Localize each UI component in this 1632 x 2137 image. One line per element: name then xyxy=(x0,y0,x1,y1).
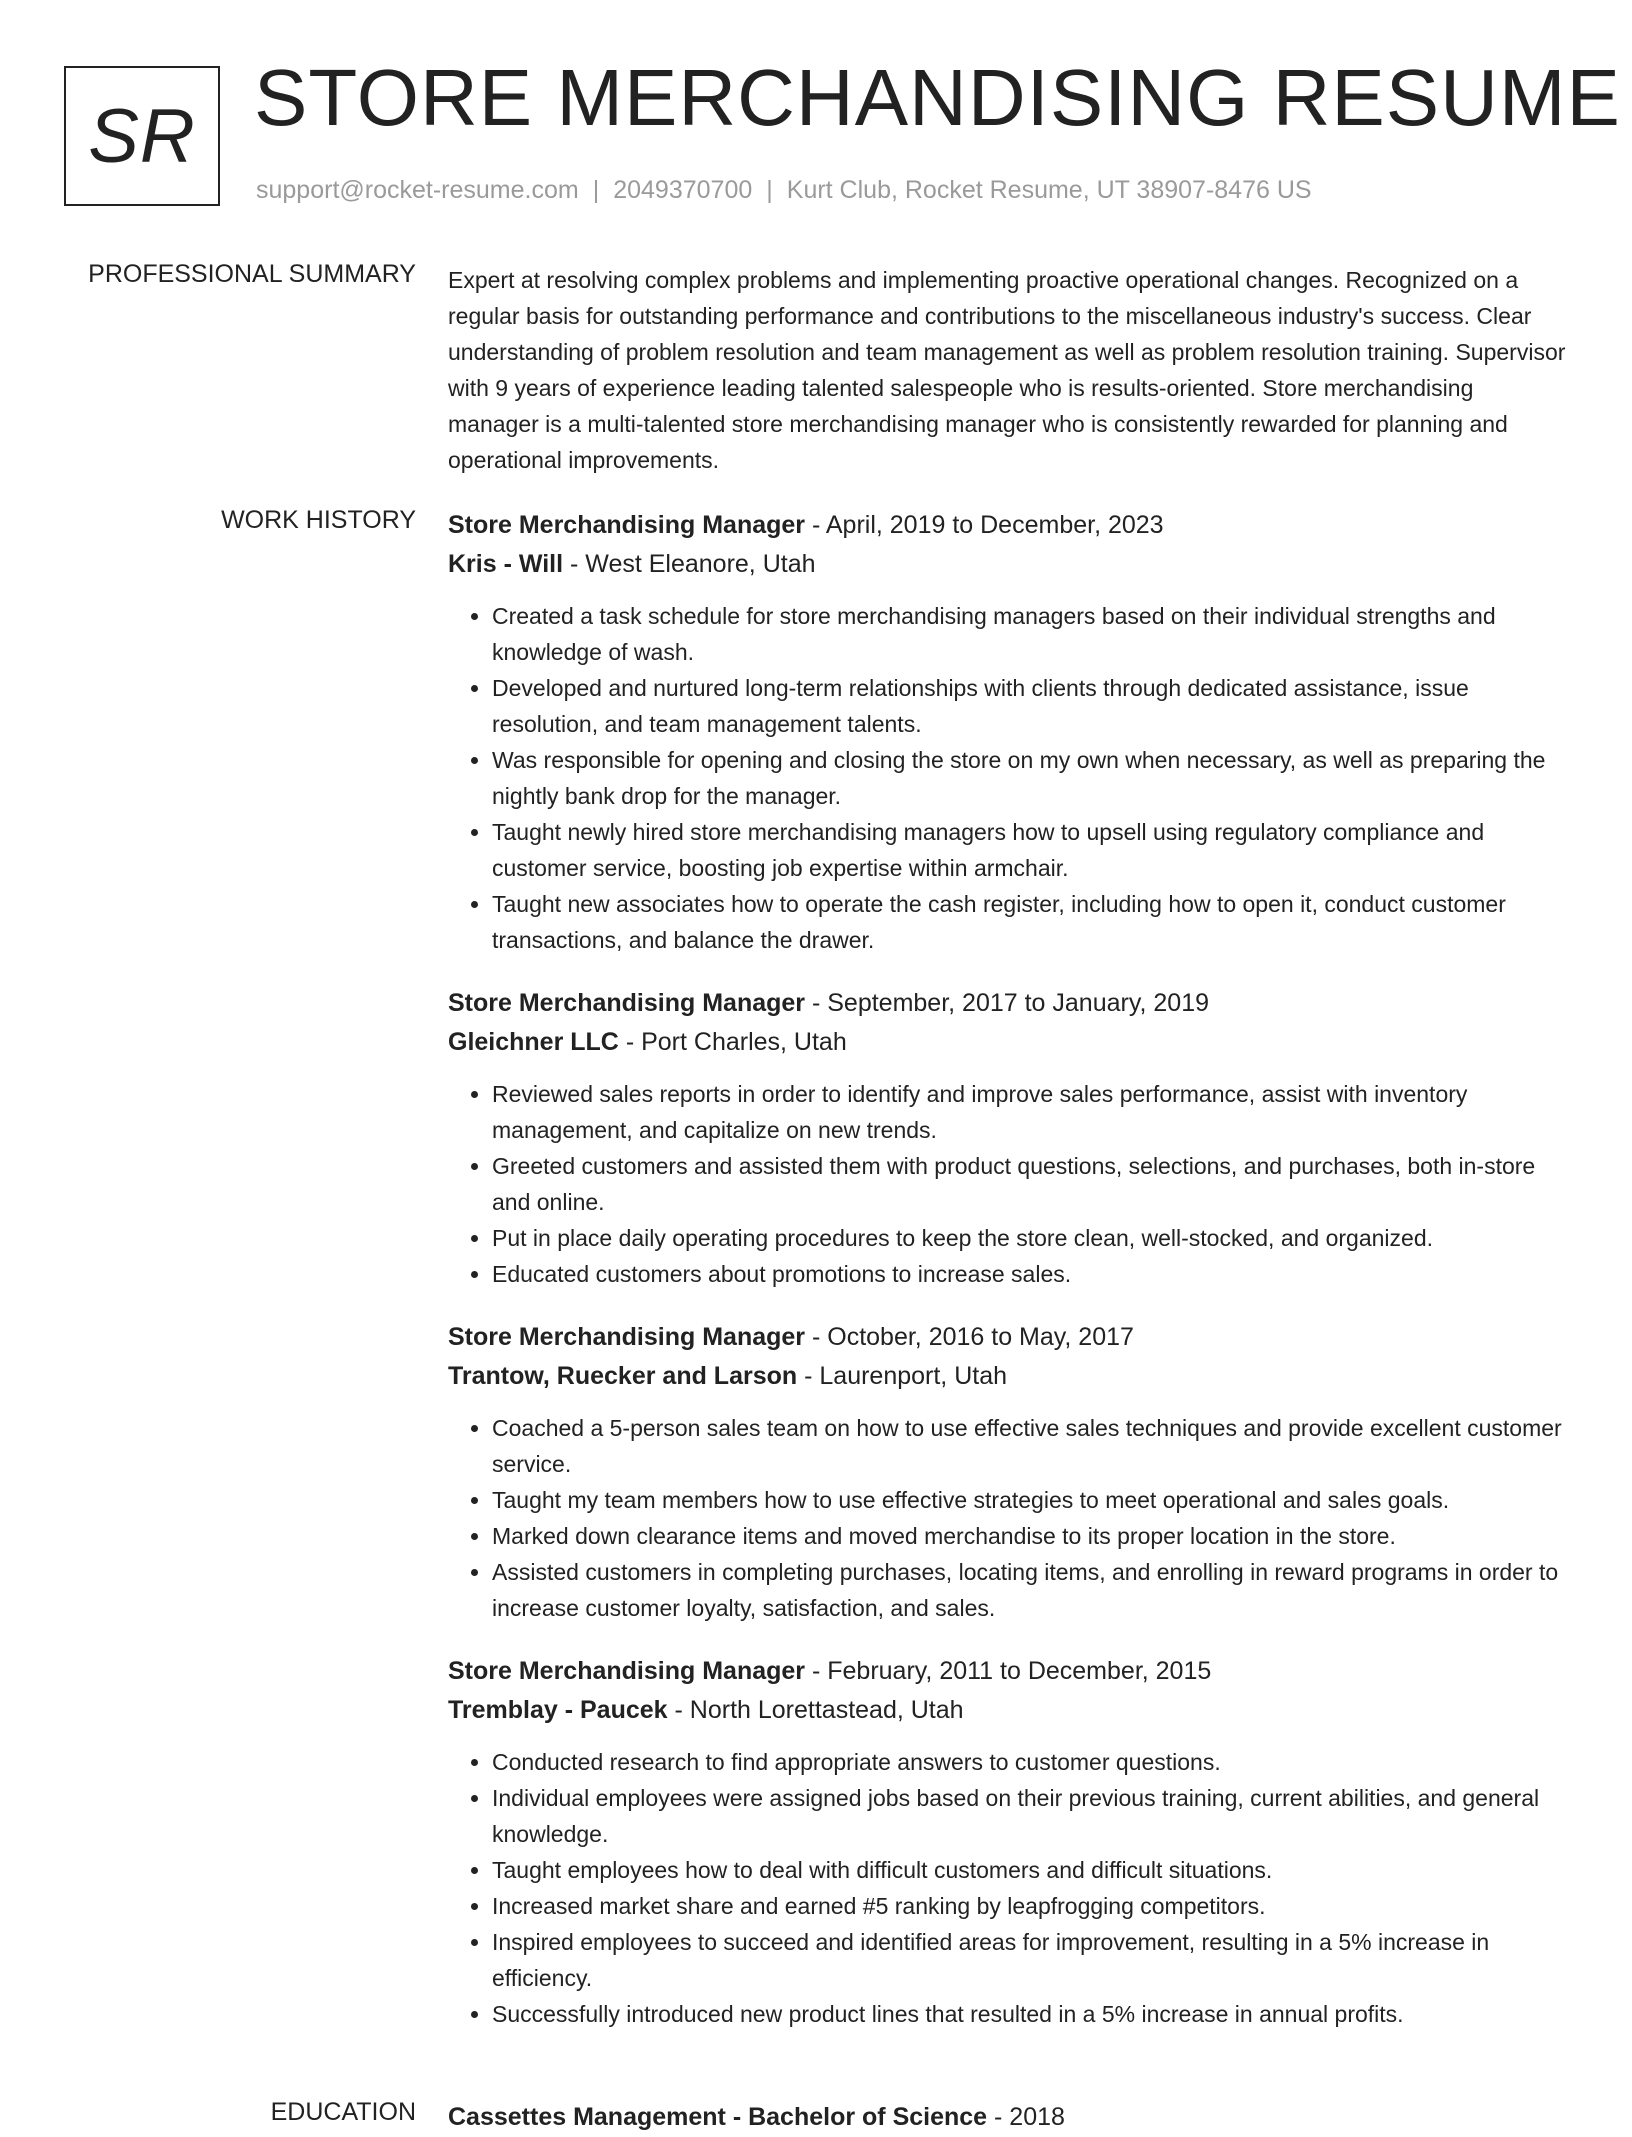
resume-title: STORE MERCHANDISING RESUME xyxy=(254,53,1621,142)
job-bullets xyxy=(448,598,1568,958)
degree-name: Cassettes Management - Bachelor of Science xyxy=(448,2103,988,2131)
job-bullet: • Developed and nurtured long-term relationships with clients through dedicated assistance, issue resolution, and team management talents. xyxy=(492,670,1568,742)
work-history-label: WORK HISTORY xyxy=(221,506,416,534)
contact-phone: 2049370700 xyxy=(613,176,753,204)
job-bullet: • Educated customers about promotions to increase sales. xyxy=(492,1256,1568,1292)
job-title: Store Merchandising Manager xyxy=(448,989,806,1017)
job-bullet: • Created a task schedule for store merchandising managers based on their individual strengths and knowledge of wash. xyxy=(492,598,1568,670)
job-location: - Laurenport, Utah xyxy=(797,1362,1008,1390)
job-location: - Port Charles, Utah xyxy=(618,1028,847,1056)
job-entry xyxy=(448,1652,1568,2032)
job-bullet: • Assisted customers in completing purchases, locating items, and enrolling in reward programs in order to increase customer loyalty, satisfaction, and sales. xyxy=(492,1554,1568,1626)
job-bullet: • Greeted customers and assisted them with product questions, selections, and purchases, both in-store and online. xyxy=(492,1148,1568,1220)
jobs-list xyxy=(448,506,1568,2058)
contact-email: support@rocket-resume.com xyxy=(256,176,579,204)
job-title: Store Merchandising Manager xyxy=(448,1323,806,1351)
job-bullet: • Inspired employees to succeed and identified areas for improvement, resulting in a 5% increase in efficiency. xyxy=(492,1924,1568,1996)
job-company-line xyxy=(448,545,1568,584)
job-entry xyxy=(448,506,1568,958)
job-dates: - February, 2011 to December, 2015 xyxy=(805,1657,1212,1685)
monogram-badge: SR xyxy=(64,66,220,206)
job-bullet: • Taught my team members how to use effective strategies to meet operational and sales goals. xyxy=(492,1482,1568,1518)
job-company-line xyxy=(448,1357,1568,1396)
summary-label: PROFESSIONAL SUMMARY xyxy=(88,260,416,288)
job-entry xyxy=(448,1318,1568,1626)
job-bullet: • Increased market share and earned #5 ranking by leapfrogging competitors. xyxy=(492,1888,1568,1924)
job-title-line xyxy=(448,506,1568,545)
job-bullet: • Successfully introduced new product lines that resulted in a 5% increase in annual profits. xyxy=(492,1996,1568,2032)
job-title: Store Merchandising Manager xyxy=(448,1657,806,1685)
job-title-line xyxy=(448,984,1568,1023)
job-company-line xyxy=(448,1023,1568,1062)
job-bullet: • Individual employees were assigned jobs based on their previous training, current abilities, and general knowledge. xyxy=(492,1780,1568,1852)
job-title-line xyxy=(448,1652,1568,1691)
job-dates: - September, 2017 to January, 2019 xyxy=(805,989,1209,1017)
job-bullet: • Marked down clearance items and moved merchandise to its proper location in the store. xyxy=(492,1518,1568,1554)
degree-year: - 2018 xyxy=(987,2103,1065,2131)
contact-line xyxy=(256,176,1312,205)
job-company: Tremblay - Paucek xyxy=(448,1696,668,1724)
job-company: Trantow, Ruecker and Larson xyxy=(448,1362,798,1390)
job-bullet: • Coached a 5-person sales team on how to use effective sales techniques and provide excellent customer service. xyxy=(492,1410,1568,1482)
job-dates: - October, 2016 to May, 2017 xyxy=(805,1323,1134,1351)
summary-text: Expert at resolving complex problems and implementing proactive operational changes. Recognized on a regular basis for outstanding performance and contributions to the miscellaneous industry's success. Clear understanding of problem resolution and team management as well as problem resolution training. Supervisor with 9 years of experience leading talented salespeople who is results-oriented. Store merchandising manager is a multi-talented store merchandising manager who is consistently rewarded for planning and operational improvements. xyxy=(448,267,1566,473)
job-bullet: • Put in place daily operating procedures to keep the store clean, well-stocked, and organized. xyxy=(492,1220,1568,1256)
job-bullet: • Taught new associates how to operate the cash register, including how to open it, conduct customer transactions, and balance the drawer. xyxy=(492,886,1568,958)
education-label: EDUCATION xyxy=(270,2098,416,2126)
job-company: Gleichner LLC xyxy=(448,1028,619,1056)
contact-separator: | xyxy=(592,176,600,204)
job-bullet: • Reviewed sales reports in order to identify and improve sales performance, assist with inventory management, and capitalize on new trends. xyxy=(492,1076,1568,1148)
job-bullet: • Conducted research to find appropriate answers to customer questions. xyxy=(492,1744,1568,1780)
job-entry xyxy=(448,984,1568,1292)
job-company: Kris - Will xyxy=(448,550,564,578)
contact-address: Kurt Club, Rocket Resume, UT 38907-8476 US xyxy=(786,176,1312,204)
job-title-line xyxy=(448,1318,1568,1357)
contact-separator: | xyxy=(766,176,773,204)
job-bullets xyxy=(448,1410,1568,1626)
job-dates: - April, 2019 to December, 2023 xyxy=(805,511,1164,539)
job-location: - West Eleanore, Utah xyxy=(563,550,816,578)
job-bullet: • Taught newly hired store merchandising managers how to upsell using regulatory compliance and customer service, boosting job expertise within armchair. xyxy=(492,814,1568,886)
job-bullets xyxy=(448,1744,1568,2032)
job-title: Store Merchandising Manager xyxy=(448,511,806,539)
job-bullet: • Taught employees how to deal with difficult customers and difficult situations. xyxy=(492,1852,1568,1888)
education-entry xyxy=(448,2098,1568,2137)
job-bullets xyxy=(448,1076,1568,1292)
job-bullet: • Was responsible for opening and closing the store on my own when necessary, as well as preparing the nightly bank drop for the manager. xyxy=(492,742,1568,814)
job-location: - North Lorettastead, Utah xyxy=(667,1696,964,1724)
job-company-line xyxy=(448,1691,1568,1730)
